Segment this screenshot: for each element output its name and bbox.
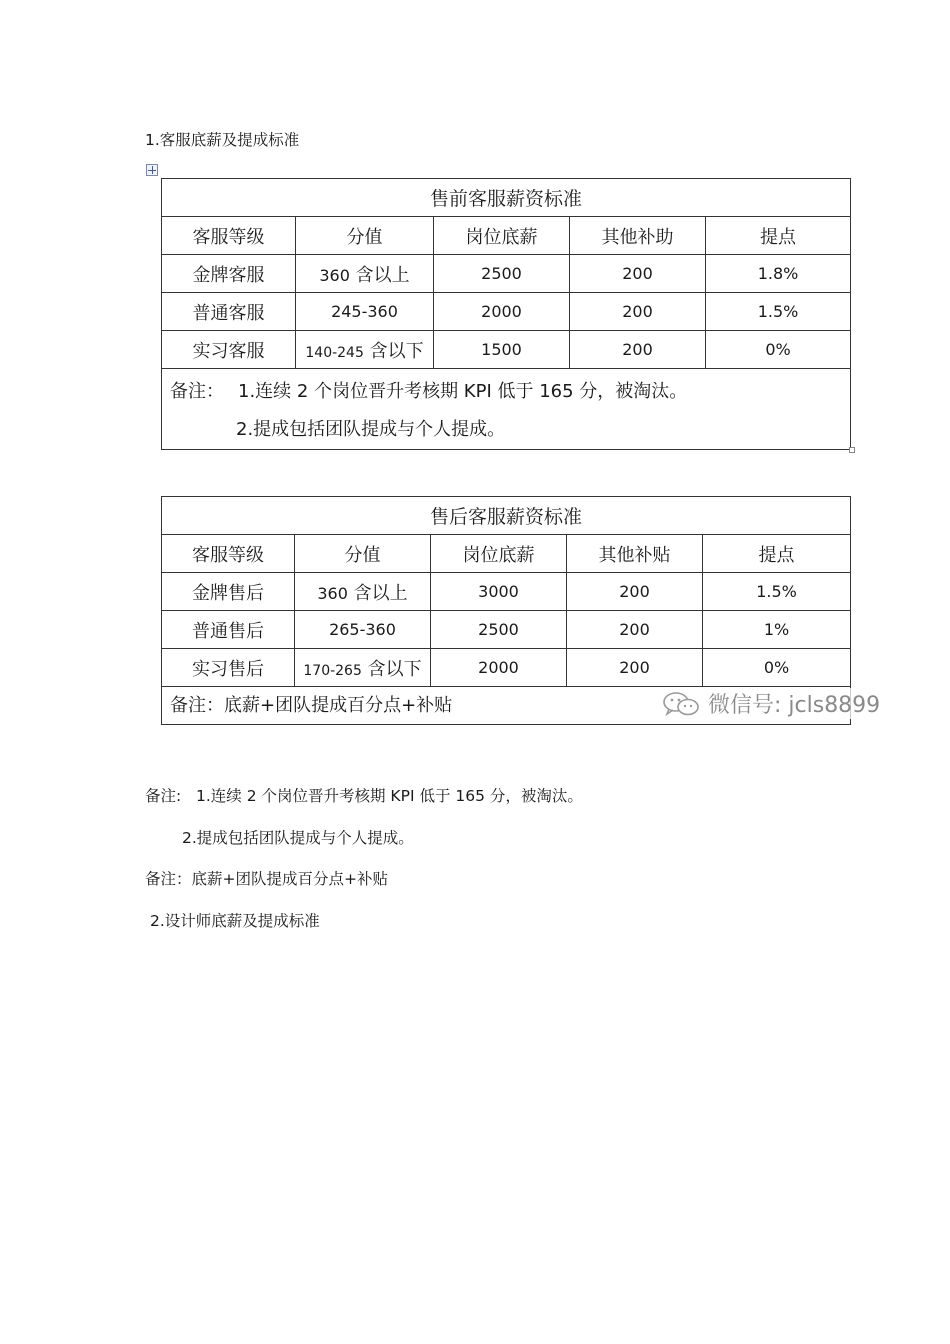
- remark-label: 备注：: [170, 381, 224, 402]
- note-line-3: 备注：底薪+团队提成百分点+补贴: [145, 870, 388, 888]
- remark-line-1: 1.连续 2 个岗位晋升考核期 KPI 低于 165 分，被淘汰。: [238, 381, 688, 402]
- base-cell: 2000: [434, 293, 570, 331]
- level-cell: 普通售后: [162, 611, 295, 649]
- table-move-handle-icon[interactable]: [146, 164, 158, 176]
- header-score: 分值: [296, 217, 434, 255]
- base-cell: 1500: [434, 331, 570, 369]
- rate-cell: 1.5%: [706, 293, 851, 331]
- level-cell: 实习售后: [162, 649, 295, 687]
- table-resize-handle[interactable]: [849, 447, 855, 453]
- allowance-cell: 200: [567, 611, 703, 649]
- level-cell: 实习客服: [162, 331, 296, 369]
- score-cell: [295, 573, 431, 611]
- base-cell: 2500: [431, 611, 567, 649]
- rate-cell: 1%: [703, 611, 851, 649]
- base-cell: 2000: [431, 649, 567, 687]
- score-cell: [295, 649, 431, 687]
- score-cell: [295, 611, 431, 649]
- table-row: [162, 611, 851, 649]
- aftersale-remark: 备注：底薪+团队提成百分点+补贴: [162, 687, 851, 725]
- wechat-watermark: [662, 688, 880, 719]
- presale-header-row: [162, 217, 851, 255]
- header-base: 岗位底薪: [434, 217, 570, 255]
- table-row: [162, 255, 851, 293]
- presale-table-title: 售前客服薪资标准: [162, 179, 851, 217]
- score-number: 360: [319, 265, 350, 285]
- score-cell: [296, 331, 434, 369]
- score-qualifier: 含以下: [369, 340, 424, 362]
- level-cell: 金牌售后: [162, 573, 295, 611]
- watermark-text: 微信号: jcls8899: [708, 693, 881, 718]
- score-number: 265-360: [329, 620, 396, 639]
- presale-remark: [162, 369, 851, 450]
- aftersale-table-title: 售后客服薪资标准: [162, 497, 851, 535]
- allowance-cell: 200: [567, 573, 703, 611]
- remark-line-2: 2.提成包括团队提成与个人提成。: [236, 419, 506, 440]
- presale-salary-table: [161, 178, 851, 450]
- score-cell: [296, 293, 434, 331]
- base-cell: 2500: [434, 255, 570, 293]
- rate-cell: 1.5%: [703, 573, 851, 611]
- table-row: [162, 573, 851, 611]
- table-row: [162, 331, 851, 369]
- note-line-2: 2.提成包括团队提成与个人提成。: [182, 829, 414, 847]
- header-allowance: 其他补助: [570, 217, 706, 255]
- section-2-title: 2.设计师底薪及提成标准: [150, 912, 320, 930]
- wechat-icon: [662, 691, 700, 717]
- header-level: 客服等级: [162, 217, 296, 255]
- header-rate: 提点: [706, 217, 851, 255]
- score-number: 140-245: [305, 344, 364, 361]
- allowance-cell: 200: [570, 331, 706, 369]
- table-row: [162, 649, 851, 687]
- level-cell: 普通客服: [162, 293, 296, 331]
- header-rate: 提点: [703, 535, 851, 573]
- score-number: 170-265: [303, 662, 362, 679]
- rate-cell: 1.8%: [706, 255, 851, 293]
- header-level: 客服等级: [162, 535, 295, 573]
- score-number: 245-360: [331, 302, 398, 321]
- rate-cell: 0%: [706, 331, 851, 369]
- header-score: 分值: [295, 535, 431, 573]
- score-cell: [296, 255, 434, 293]
- header-base: 岗位底薪: [431, 535, 567, 573]
- rate-cell: 0%: [703, 649, 851, 687]
- allowance-cell: 200: [567, 649, 703, 687]
- aftersale-header-row: [162, 535, 851, 573]
- score-qualifier: 含以上: [355, 264, 410, 286]
- allowance-cell: 200: [570, 255, 706, 293]
- score-qualifier: 含以上: [353, 582, 408, 604]
- base-cell: 3000: [431, 573, 567, 611]
- allowance-cell: 200: [570, 293, 706, 331]
- score-number: 360: [317, 583, 348, 603]
- score-qualifier: 含以下: [367, 658, 422, 680]
- note-line-1: 备注: 1.连续 2 个岗位晋升考核期 KPI 低于 165 分，被淘汰。: [145, 787, 583, 805]
- header-allowance: 其他补贴: [567, 535, 703, 573]
- table-row: [162, 293, 851, 331]
- section-1-title: 1.客服底薪及提成标准: [145, 131, 300, 149]
- level-cell: 金牌客服: [162, 255, 296, 293]
